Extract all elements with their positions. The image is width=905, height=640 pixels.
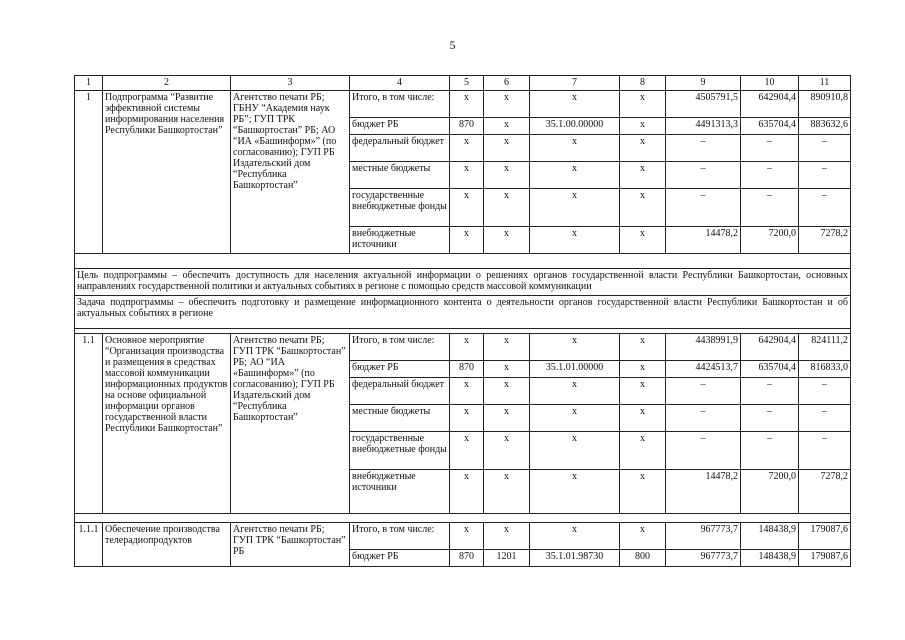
funding-source: местные бюджеты [350,162,450,189]
funding-source: федеральный бюджет [350,378,450,405]
cell: х [450,162,484,189]
amount: – [741,405,799,432]
cell: х [484,523,530,550]
header-cell: 1 [75,76,103,91]
cell: 870 [450,118,484,135]
cell: х [620,405,666,432]
amount: – [666,432,741,470]
funding-source: бюджет РБ [350,118,450,135]
budget-table [74,75,851,567]
program-name: Основное мероприятие “Организация производства и размещения в средствах массовой коммуникации информационных продуктов на основе официальной информации органов государственной власти Республики Башкортостан” [103,334,231,514]
row-number: 1.1 [75,334,103,514]
funding-source: внебюджетные источники [350,227,450,254]
cell: х [530,470,620,514]
amount: 148438,9 [741,523,799,550]
cell: 35.1.00.00000 [530,118,620,135]
cell: 870 [450,361,484,378]
amount: 824111,2 [799,334,851,361]
amount: 4438991,9 [666,334,741,361]
cell: х [484,334,530,361]
funding-source: государственные внебюджетные фонды [350,189,450,227]
amount: – [799,378,851,405]
funding-source: внебюджетные источники [350,470,450,514]
amount: 7200,0 [741,227,799,254]
cell: х [450,189,484,227]
cell: х [620,91,666,118]
amount: – [799,432,851,470]
cell: х [620,523,666,550]
program-name: Обеспечение производства телерадиопродуктов [103,523,231,567]
cell: х [530,91,620,118]
cell: х [620,118,666,135]
table-row [75,334,851,361]
cell: х [620,162,666,189]
amount: – [741,189,799,227]
cell: х [484,378,530,405]
spacer-row [75,514,851,523]
funding-source: Итого, в том числе: [350,523,450,550]
cell: х [450,378,484,405]
cell: х [530,162,620,189]
cell: х [484,470,530,514]
cell: х [450,334,484,361]
cell: х [530,523,620,550]
cell: х [530,135,620,162]
header-cell: 4 [350,76,450,91]
cell: х [620,334,666,361]
header-cell: 2 [103,76,231,91]
cell: 870 [450,550,484,567]
table-row [75,91,851,118]
cell: 1201 [484,550,530,567]
cell: х [484,227,530,254]
amount: 4424513,7 [666,361,741,378]
cell: х [450,432,484,470]
page-number: 5 [449,38,456,52]
cell: х [450,405,484,432]
amount: 642904,4 [741,334,799,361]
amount: – [741,432,799,470]
executors: Агентство печати РБ; ГУП ТРК “Башкортостан” РБ [231,523,350,567]
amount: – [741,378,799,405]
funding-source: федеральный бюджет [350,135,450,162]
funding-source: государственные внебюджетные фонды [350,432,450,470]
amount: – [741,135,799,162]
cell: х [450,470,484,514]
cell: х [620,135,666,162]
cell: х [620,361,666,378]
amount: 179087,6 [799,523,851,550]
row-number: 1.1.1 [75,523,103,567]
amount: – [666,135,741,162]
cell: х [484,91,530,118]
program-goal: Цель подпрограммы – обеспечить доступность для населения актуальной информации о решениях органов государственной власти Республики Башкортостан, основных направлениях государственной политики и актуальных событиях в регионе с помощью средств массовой коммуникации [75,269,851,296]
amount: 4491313,3 [666,118,741,135]
amount: 635704,4 [741,118,799,135]
header-cell: 7 [530,76,620,91]
header-cell: 6 [484,76,530,91]
table-row [75,523,851,550]
cell: х [450,523,484,550]
cell: х [530,432,620,470]
cell: х [484,189,530,227]
amount: – [799,162,851,189]
cell: х [530,405,620,432]
funding-source: местные бюджеты [350,405,450,432]
header-cell: 11 [799,76,851,91]
cell: х [450,135,484,162]
cell: 35.1.01.00000 [530,361,620,378]
spacer-row [75,254,851,269]
amount: – [799,405,851,432]
cell: х [620,432,666,470]
amount: – [666,189,741,227]
cell: х [450,91,484,118]
header-cell: 5 [450,76,484,91]
cell: х [484,118,530,135]
cell: х [620,470,666,514]
amount: 7278,2 [799,470,851,514]
amount: – [666,162,741,189]
amount: 4505791,5 [666,91,741,118]
amount: – [799,135,851,162]
cell: х [530,334,620,361]
executors: Агентство печати РБ; ГБНУ “Академия наук РБ”; ГУП ТРК “Башкортостан” РБ; АО “ИА «Башинформ»” (по согласованию); ГУП РБ Издательский дом “Республика Башкортостан” [231,91,350,254]
cell: х [484,135,530,162]
header-cell: 9 [666,76,741,91]
header-cell: 3 [231,76,350,91]
program-name: Подпрограмма “Развитие эффективной системы информирования населения Республики Башкортостан” [103,91,231,254]
funding-source: Итого, в том числе: [350,91,450,118]
header-cell: 10 [741,76,799,91]
amount: 883632,6 [799,118,851,135]
amount: 7278,2 [799,227,851,254]
amount: – [666,378,741,405]
cell: х [620,378,666,405]
cell: х [530,189,620,227]
amount: – [741,162,799,189]
task-row [75,296,851,329]
cell: х [530,378,620,405]
cell: 800 [620,550,666,567]
row-number: 1 [75,91,103,254]
amount: 642904,4 [741,91,799,118]
amount: 635704,4 [741,361,799,378]
cell: х [620,227,666,254]
cell: х [530,227,620,254]
goal-row [75,269,851,296]
header-cell: 8 [620,76,666,91]
funding-source: бюджет РБ [350,550,450,567]
cell: х [450,227,484,254]
amount: – [666,405,741,432]
cell: х [484,405,530,432]
amount: 7200,0 [741,470,799,514]
amount: – [799,189,851,227]
cell: 35.1.01.98730 [530,550,620,567]
program-task: Задача подпрограммы – обеспечить подготовку и размещение информационного контента о деятельности органов государственной власти Республики Башкортостан и об актуальных событиях в регионе [75,296,851,329]
cell: х [620,189,666,227]
funding-source: бюджет РБ [350,361,450,378]
amount: 14478,2 [666,470,741,514]
amount: 890910,8 [799,91,851,118]
header-row [75,76,851,91]
amount: 179087,6 [799,550,851,567]
amount: 967773,7 [666,523,741,550]
cell: х [484,162,530,189]
funding-source: Итого, в том числе: [350,334,450,361]
cell: х [484,361,530,378]
amount: 967773,7 [666,550,741,567]
amount: 14478,2 [666,227,741,254]
cell: х [484,432,530,470]
amount: 148438,9 [741,550,799,567]
executors: Агентство печати РБ; ГУП ТРК “Башкортостан” РБ; АО “ИА «Башинформ»” (по согласованию); ГУП РБ Издательский дом “Республика Башкортостан” [231,334,350,514]
amount: 816833,0 [799,361,851,378]
